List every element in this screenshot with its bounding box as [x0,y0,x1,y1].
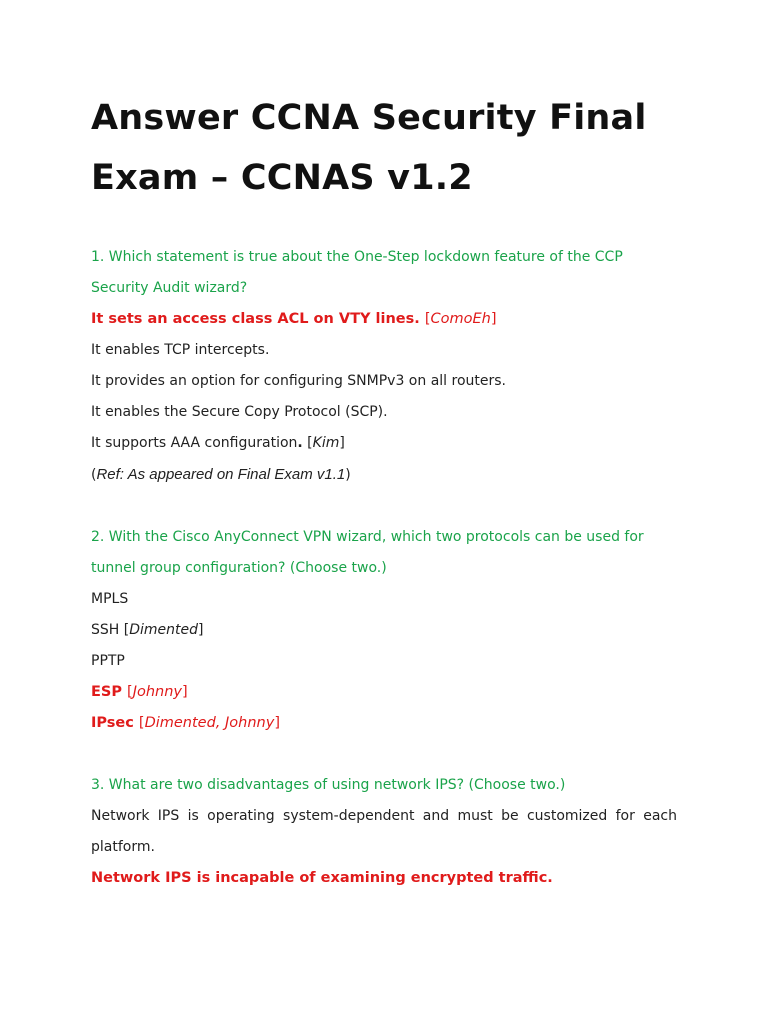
answer-tag-name: Dimented, Johnny [144,715,275,731]
question-2-option-2 [91,615,677,646]
answer-tag-name: Johnny [132,684,183,700]
question-1-option-4: It enables the Secure Copy Protocol (SCP). [91,404,388,420]
question-1-option-3: It provides an option for configuring SNMPv3 on all routers. [91,373,506,389]
answer-tag-name: Kim [312,435,340,451]
reference-text: Ref: As appeared on Final Exam v1.1 [96,466,346,483]
question-1-prompt: 1. Which statement is true about the One-Step lockdown feature of the CCP Security Audit wizard? [91,249,623,296]
question-1-option-1 [91,304,677,335]
answer-tag: [Dimented] [123,622,204,638]
question-3-option-2: Network IPS is incapable of examining encrypted traffic. [91,870,553,886]
question-2-option-5 [91,708,677,739]
question-2-option-4 [91,677,677,708]
question-2-prompt: 2. With the Cisco AnyConnect VPN wizard, which two protocols can be used for tunnel group configuration? (Choose two.) [91,529,644,576]
question-1-option-2: It enables TCP intercepts. [91,342,270,358]
option-text: It sets an access class ACL on VTY lines. [91,311,420,327]
answer-tag-name: Dimented [129,622,199,638]
option-text: IPsec [91,715,134,731]
answer-tag-name: ComoEh [430,311,491,327]
answer-tag: [Johnny] [127,684,188,700]
option-text: SSH [91,622,120,638]
answer-tag: [Kim] [307,435,345,451]
question-1-option-5: It supports AAA configuration. [Kim] [91,435,345,451]
question-1-reference: (Ref: As appeared on Final Exam v1.1) [91,466,351,483]
answer-tag: [Dimented, Johnny] [138,715,280,731]
question-3-prompt: 3. What are two disadvantages of using network IPS? (Choose two.) [91,777,566,793]
answer-tag: [ComoEh] [424,311,497,327]
question-3-option-1: Network IPS is operating system-dependent and must be customized for each platform. [91,808,677,855]
question-2-option-1: MPLS [91,591,129,607]
document-title: Answer CCNA Security Final Exam – CCNAS v1.2 [91,98,647,198]
option-text: It supports AAA configuration [91,435,298,451]
question-2-option-3: PPTP [91,653,125,669]
option-text: ESP [91,684,122,700]
document-page [91,0,677,894]
